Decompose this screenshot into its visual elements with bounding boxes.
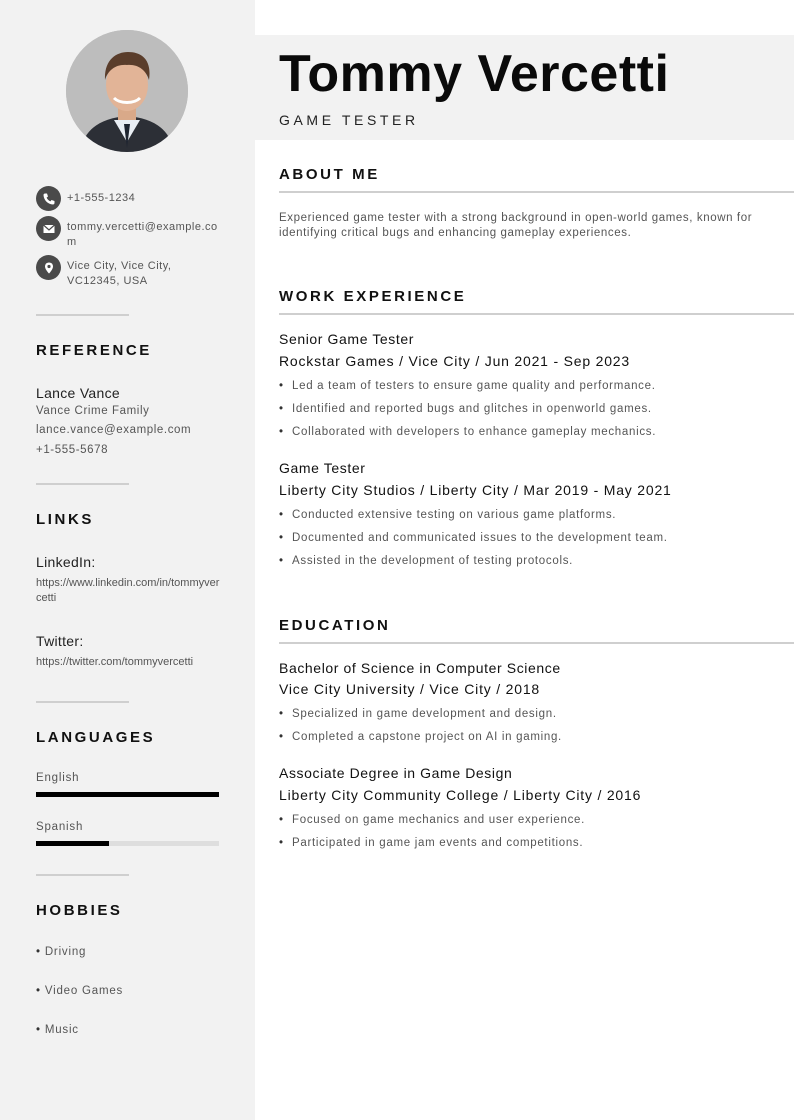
list-item-text: Identified and reported bugs and glitches in openworld games. [292, 403, 652, 415]
main-content [255, 0, 794, 1120]
twitter-label: Twitter: [36, 633, 84, 649]
list-item-text: Led a team of testers to ensure game quality and performance. [292, 380, 656, 392]
sidebar [0, 0, 255, 1120]
list-item: • Led a team of testers to ensure game quality and performance. [279, 380, 656, 392]
hobby-item: • Video Games [36, 985, 124, 997]
hobby-label: Music [44, 1024, 79, 1036]
section-rule [279, 313, 794, 315]
work-heading: WORK EXPERIENCE [279, 288, 467, 305]
linkedin-link[interactable]: https://www.linkedin.com/in/tommyvercetti [36, 577, 220, 604]
header [255, 35, 794, 140]
sidebar-divider [36, 701, 129, 703]
job-title: Senior Game Tester [279, 331, 415, 347]
reference-organization: Vance Crime Family [36, 405, 150, 417]
list-item-text: Focused on game mechanics and user experience. [292, 814, 586, 826]
hobby-item: • Driving [36, 946, 87, 958]
education-heading: EDUCATION [279, 617, 391, 634]
location-pin-icon [36, 255, 61, 280]
phone-icon [36, 186, 61, 211]
list-item-text: Specialized in game development and design. [292, 708, 557, 720]
list-item: • Participated in game jam events and competitions. [279, 837, 584, 849]
degree-subtitle: Liberty City Community College / Liberty City / 2016 [279, 787, 642, 803]
section-rule [279, 191, 794, 193]
links-heading: LINKS [36, 511, 94, 528]
sidebar-divider [36, 314, 129, 316]
avatar [66, 30, 188, 152]
contact-address [36, 255, 197, 289]
avatar-photo [66, 30, 188, 152]
hobbies-heading: HOBBIES [36, 902, 123, 919]
language-level-fill [36, 841, 109, 846]
language-level-fill [36, 792, 219, 797]
contact-email [36, 216, 219, 250]
email-text: tommy.vercetti@example.com [67, 221, 218, 248]
about-text: Experienced game tester with a strong background in open-world games, known for identifying critical bugs and enhancing gameplay experiences. [279, 212, 753, 239]
languages-heading: LANGUAGES [36, 729, 156, 746]
list-item-text: Completed a capstone project on AI in gaming. [292, 731, 562, 743]
job-subtitle: Liberty City Studios / Liberty City / Mar 2019 - May 2021 [279, 482, 672, 498]
job-title: Game Tester [279, 460, 366, 476]
language-english-bar [36, 792, 219, 797]
twitter-link[interactable]: https://twitter.com/tommyvercetti [36, 656, 194, 668]
degree-title: Associate Degree in Game Design [279, 765, 513, 781]
list-item: • Identified and reported bugs and glitches in openworld games. [279, 403, 652, 415]
hobby-label: Video Games [44, 985, 124, 997]
list-item-text: Documented and communicated issues to the development team. [292, 532, 668, 544]
language-spanish-label: Spanish [36, 821, 84, 833]
list-item: • Assisted in the development of testing protocols. [279, 555, 574, 567]
list-item: • Conducted extensive testing on various game platforms. [279, 509, 617, 521]
list-item: • Focused on game mechanics and user experience. [279, 814, 586, 826]
address-text: Vice City, Vice City, VC12345, USA [67, 260, 172, 287]
degree-title: Bachelor of Science in Computer Science [279, 660, 561, 676]
list-item-text: Assisted in the development of testing protocols. [292, 555, 574, 567]
reference-phone: +1-555-5678 [36, 444, 109, 456]
section-rule [279, 642, 794, 644]
list-item: • Documented and communicated issues to the development team. [279, 532, 668, 544]
phone-text: +1-555-1234 [67, 192, 136, 204]
language-spanish-bar [36, 841, 219, 846]
job-role: GAME TESTER [279, 112, 419, 128]
page-title: Tommy Vercetti [279, 45, 670, 103]
hobby-item: • Music [36, 1024, 79, 1036]
list-item: • Collaborated with developers to enhance gameplay mechanics. [279, 426, 657, 438]
envelope-icon [36, 216, 61, 241]
list-item: • Specialized in game development and design. [279, 708, 557, 720]
job-subtitle: Rockstar Games / Vice City / Jun 2021 - Sep 2023 [279, 353, 630, 369]
sidebar-divider [36, 483, 129, 485]
list-item-text: Conducted extensive testing on various game platforms. [292, 509, 617, 521]
about-heading: ABOUT ME [279, 166, 380, 183]
contact-phone [36, 186, 219, 211]
linkedin-label: LinkedIn: [36, 554, 96, 570]
list-item-text: Participated in game jam events and competitions. [292, 837, 584, 849]
hobby-label: Driving [44, 946, 87, 958]
reference-heading: REFERENCE [36, 342, 152, 359]
degree-subtitle: Vice City University / Vice City / 2018 [279, 681, 540, 697]
sidebar-divider [36, 874, 129, 876]
list-item: • Completed a capstone project on AI in gaming. [279, 731, 562, 743]
list-item-text: Collaborated with developers to enhance gameplay mechanics. [292, 426, 657, 438]
reference-email: lance.vance@example.com [36, 424, 192, 436]
reference-name: Lance Vance [36, 385, 120, 401]
language-english-label: English [36, 772, 80, 784]
